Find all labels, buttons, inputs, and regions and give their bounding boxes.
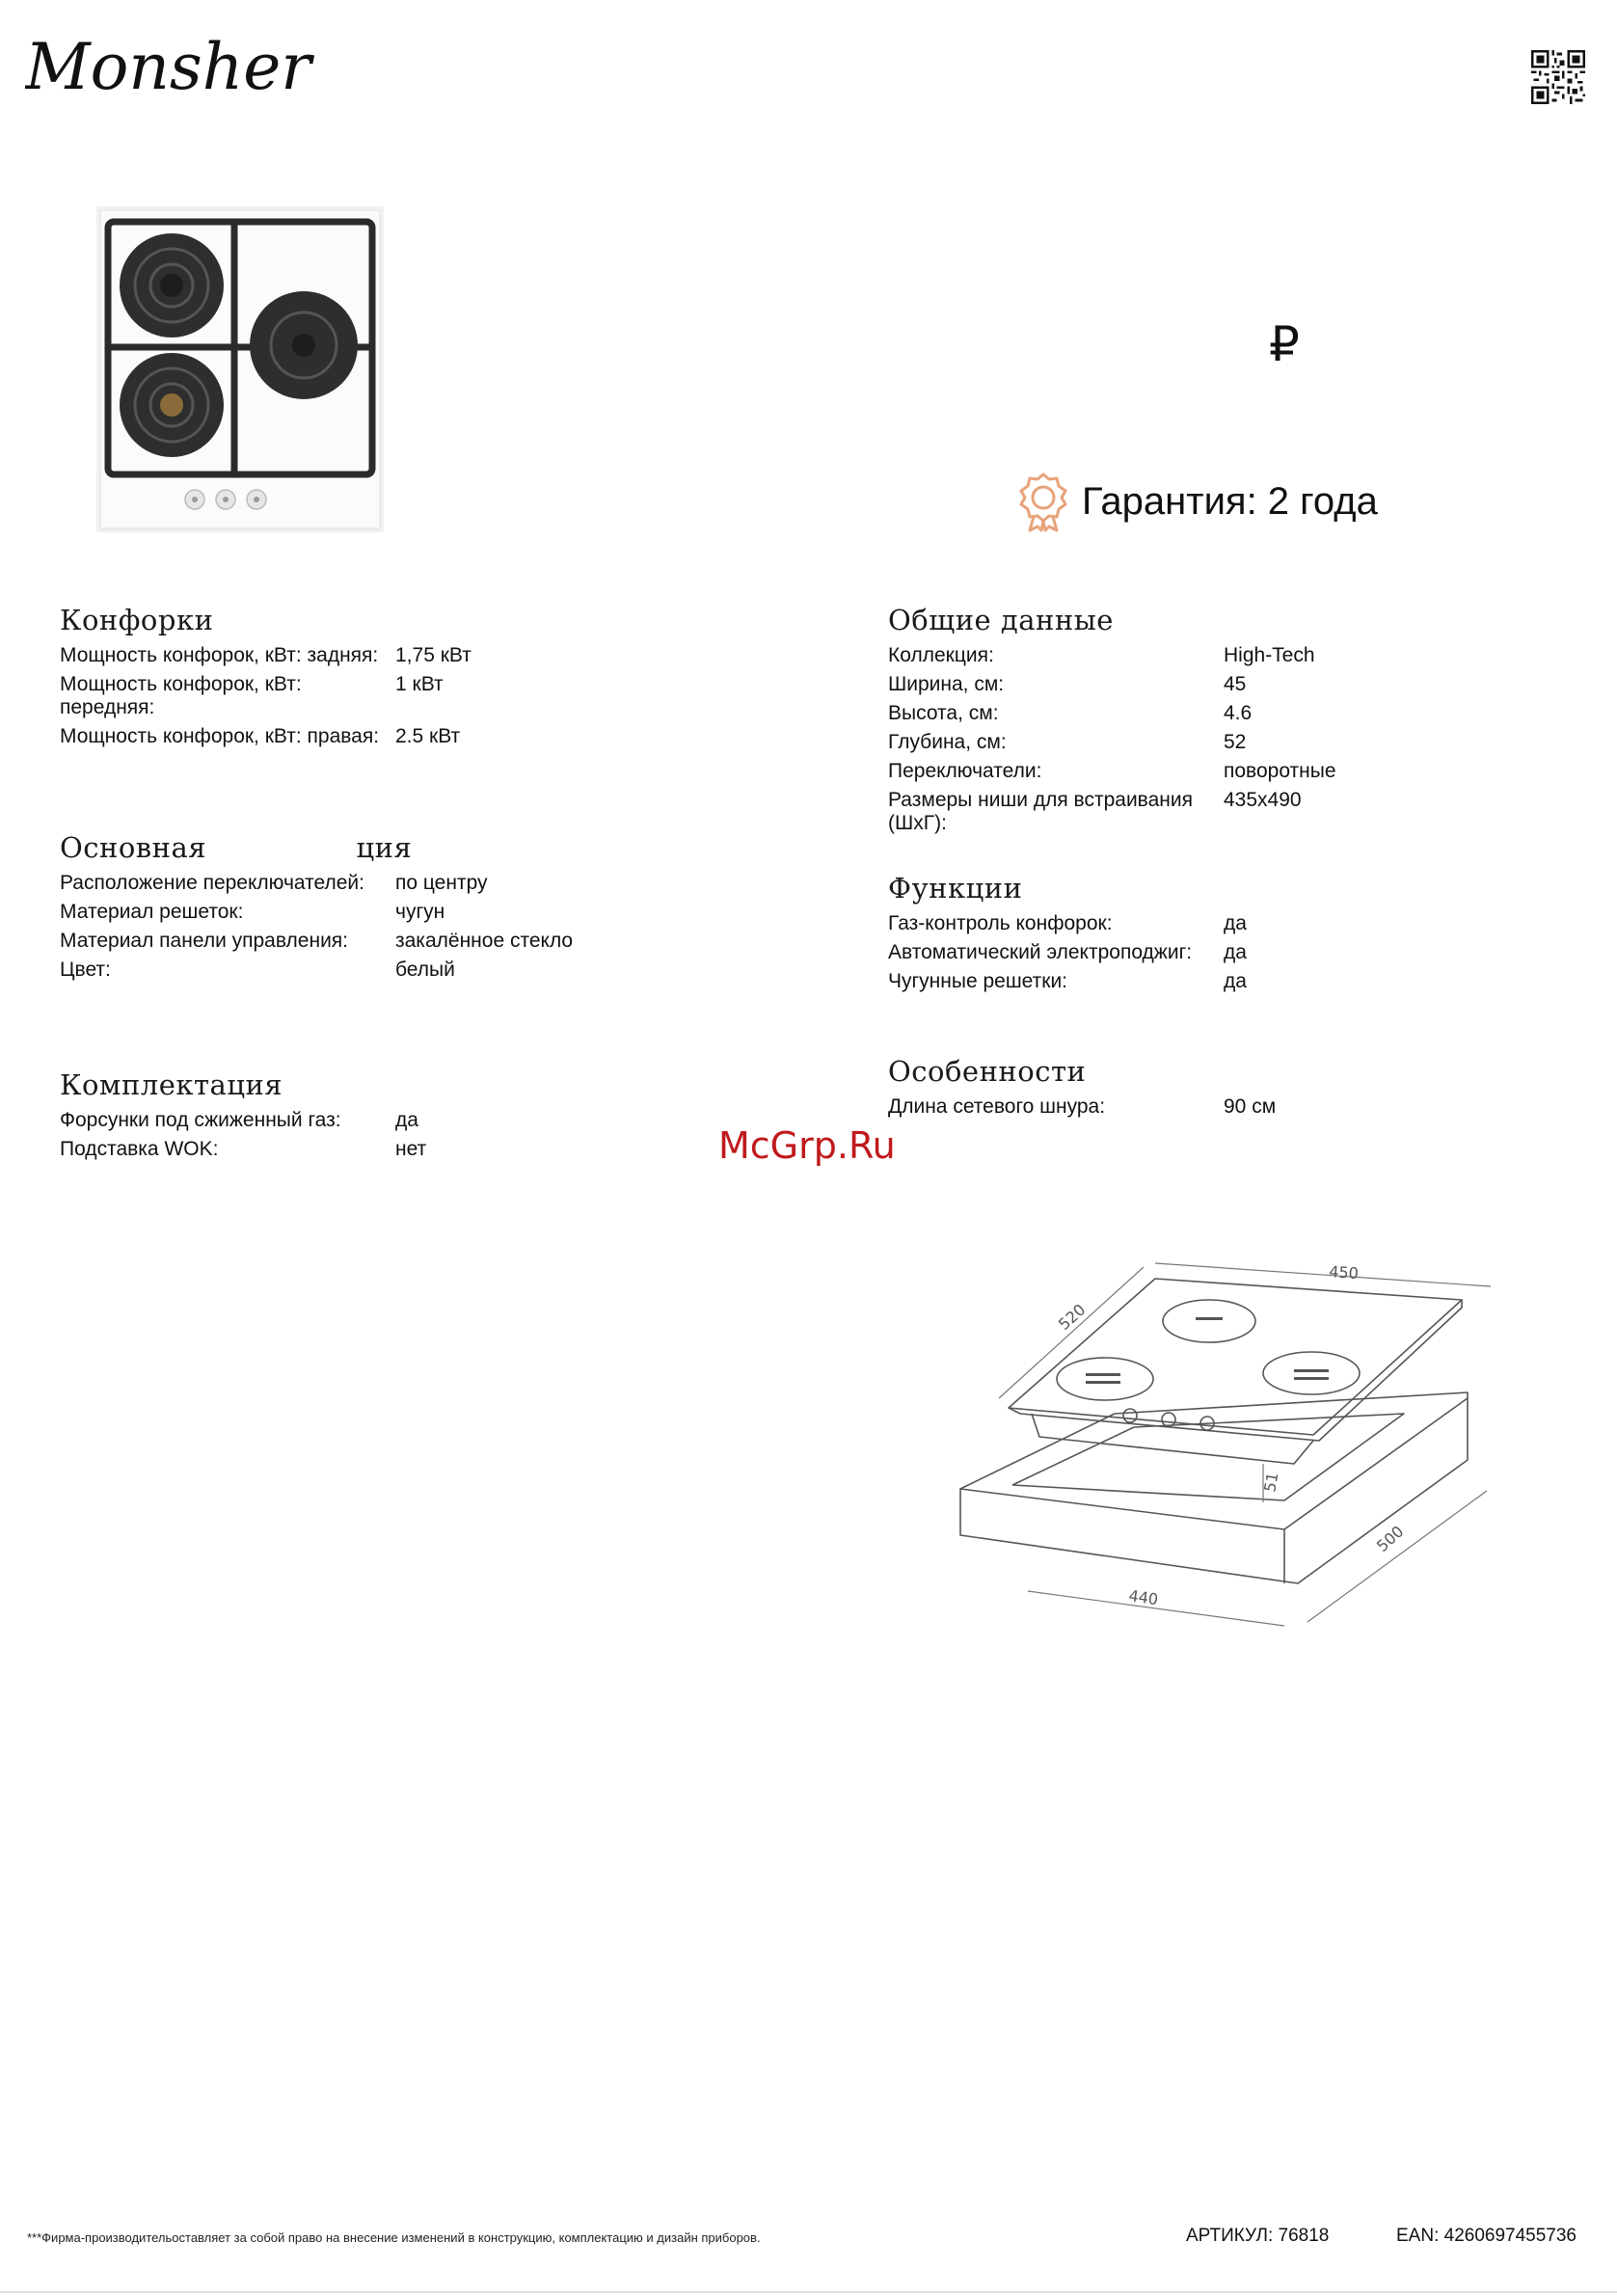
spec-row: [888, 941, 1247, 964]
spec-row: [60, 1109, 426, 1132]
spec-key: Чугунные решетки:: [888, 970, 1068, 992]
spec-value: 90 см: [1224, 1095, 1277, 1118]
spec-value: белый: [395, 959, 455, 981]
bottom-divider: [0, 2291, 1617, 2293]
footer-disclaimer: ***Фирма-производительоставляет за собой право на внесение изменений в конструкцию, комплектацию и дизайн приборов.: [27, 2230, 761, 2245]
spec-value: 1,75 кВт: [395, 644, 472, 666]
spec-value: закалённое стекло: [395, 930, 574, 952]
brand-logo: [25, 21, 334, 108]
spec-key: Материал решеток:: [60, 901, 244, 923]
spec-row: [60, 930, 573, 953]
spec-row: [888, 702, 1336, 725]
spec-key: Газ-контроль конфорок:: [888, 912, 1113, 934]
spec-key: Коллекция:: [888, 644, 994, 666]
section-functions: [888, 872, 1247, 999]
spec-value: 4.6: [1224, 702, 1253, 724]
warranty-text: Гарантия: 2 года: [1082, 479, 1378, 523]
spec-row: [60, 872, 573, 895]
spec-key: Подставка WOK:: [60, 1138, 219, 1160]
spec-row: [60, 725, 472, 748]
spec-row: [888, 760, 1336, 783]
spec-row: [60, 959, 573, 982]
spec-value: да: [1224, 970, 1247, 992]
product-photo: [96, 206, 384, 532]
spec-row: [888, 673, 1336, 696]
spec-row: [888, 970, 1247, 993]
spec-key: Цвет:: [60, 959, 111, 981]
dim-niche-depth-label: 500: [1372, 1522, 1408, 1555]
article-number: АРТИКУЛ: 76818: [1186, 2226, 1330, 2246]
section-title: Функции: [888, 872, 1023, 905]
section-title: Комплектация: [60, 1068, 283, 1101]
section-title: Общие данные: [888, 604, 1114, 636]
spec-row: [60, 901, 573, 924]
spec-key: Мощность конфорок, кВт: правая:: [60, 725, 380, 747]
spec-key: Материал панели управления:: [60, 930, 349, 952]
ean-code: EAN: 4260697455736: [1396, 2226, 1577, 2246]
spec-row: [888, 731, 1336, 754]
spec-key: Автоматический электроподжиг:: [888, 941, 1193, 963]
dim-height-label: 51: [1260, 1471, 1282, 1494]
spec-row: [60, 644, 472, 667]
spec-key: Длина сетевого шнура:: [888, 1095, 1106, 1118]
spec-row: [888, 912, 1247, 935]
qr-code: [1531, 50, 1585, 104]
spec-value: High-Tech: [1224, 644, 1315, 666]
section-features: [888, 1055, 1276, 1124]
spec-key: Глубина, см:: [888, 731, 1007, 753]
section-general: [888, 604, 1336, 841]
spec-value: да: [1224, 912, 1247, 934]
spec-key: Форсунки под сжиженный газ:: [60, 1109, 341, 1131]
dim-width-label: 450: [1328, 1262, 1360, 1283]
spec-value: нет: [395, 1138, 427, 1160]
watermark: McGrp.Ru: [718, 1124, 896, 1167]
section-burners: [60, 604, 472, 754]
spec-value: чугун: [395, 901, 445, 923]
spec-key: Мощность конфорок, кВт: передняя:: [60, 673, 302, 718]
spec-key: Переключатели:: [888, 760, 1042, 782]
spec-value: да: [1224, 941, 1247, 963]
spec-row: [60, 1138, 426, 1161]
section-package: [60, 1068, 426, 1167]
spec-value: 2.5 кВт: [395, 725, 461, 747]
spec-row: [888, 1095, 1276, 1119]
section-title: Основная ция: [60, 831, 413, 864]
spec-row: [888, 644, 1336, 667]
spec-value: по центру: [395, 872, 488, 894]
spec-value: да: [395, 1109, 418, 1131]
dim-depth-label: 520: [1054, 1300, 1090, 1334]
dim-niche-width-label: 440: [1127, 1586, 1160, 1609]
award-ribbon-icon: [1016, 471, 1070, 532]
spec-key: Ширина, см:: [888, 673, 1005, 695]
installation-drawing: [951, 1244, 1510, 1649]
svg-text:Monsher: Monsher: [25, 30, 311, 104]
warranty-block: [1016, 471, 1378, 532]
section-main-info: [60, 831, 573, 987]
spec-key: Высота, см:: [888, 702, 999, 724]
section-title: Конфорки: [60, 604, 214, 636]
spec-key: Мощность конфорок, кВт: задняя:: [60, 644, 379, 666]
price-currency: ₽: [1269, 316, 1300, 372]
spec-value: 45: [1224, 673, 1247, 695]
spec-key: Расположение переключателей:: [60, 872, 364, 894]
spec-row: [888, 789, 1336, 835]
spec-value: 1 кВт: [395, 673, 444, 695]
spec-row: [60, 673, 472, 719]
spec-value: 435x490: [1224, 789, 1302, 811]
spec-value: поворотные: [1224, 760, 1336, 782]
section-title: Особенности: [888, 1055, 1087, 1088]
spec-key: Размеры ниши для встраивания (ШхГ):: [888, 789, 1193, 834]
spec-value: 52: [1224, 731, 1247, 753]
